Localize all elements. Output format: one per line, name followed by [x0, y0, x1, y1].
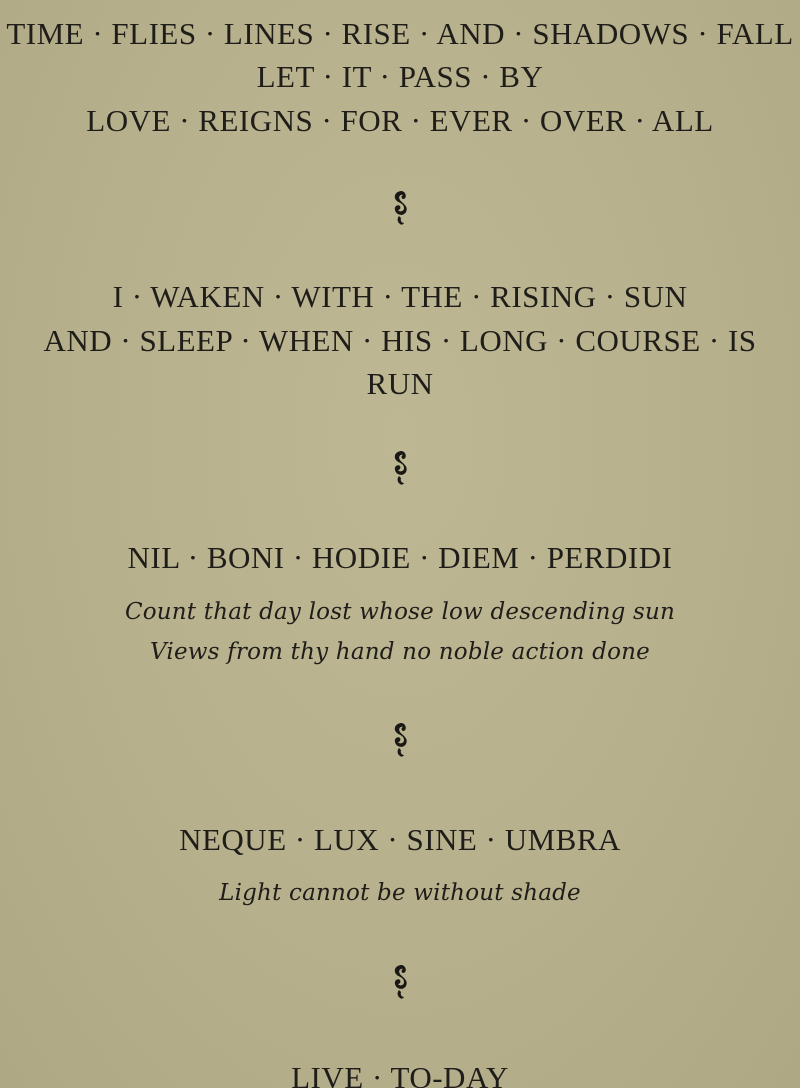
motto-3-translation-1: Count that day lost whose low descending sun [124, 599, 676, 625]
motto-1-line-1: TIME · FLIES · LINES · RISE · AND · SHADOWS · FALL [6, 16, 794, 51]
motto-3-translation-2: Views from thy hand no noble action done [150, 639, 650, 665]
motto-4-translation-1: Light cannot be without shade [219, 880, 581, 906]
motto-2-line-3: RUN [366, 366, 434, 401]
motto-2-line-1: I · WAKEN · WITH · THE · RISING · SUN [112, 279, 688, 314]
motto-5-line-1: LIVE · TO-DAY [291, 1060, 509, 1088]
motto-1-line-2: LET · IT · PASS · BY [256, 59, 544, 94]
motto-4-line-1: NEQUE · LUX · SINE · UMBRA [179, 822, 621, 857]
motto-2-line-2: AND · SLEEP · WHEN · HIS · LONG · COURSE · IS [43, 323, 757, 358]
section-ornament-icon [386, 188, 414, 228]
motto-1-line-3: LOVE · REIGNS · FOR · EVER · OVER · ALL [86, 103, 714, 138]
section-ornament-icon [386, 962, 414, 1002]
section-ornament-icon [386, 448, 414, 488]
motto-3-line-1: NIL · BONI · HODIE · DIEM · PERDIDI [127, 540, 673, 575]
section-ornament-icon [386, 720, 414, 760]
